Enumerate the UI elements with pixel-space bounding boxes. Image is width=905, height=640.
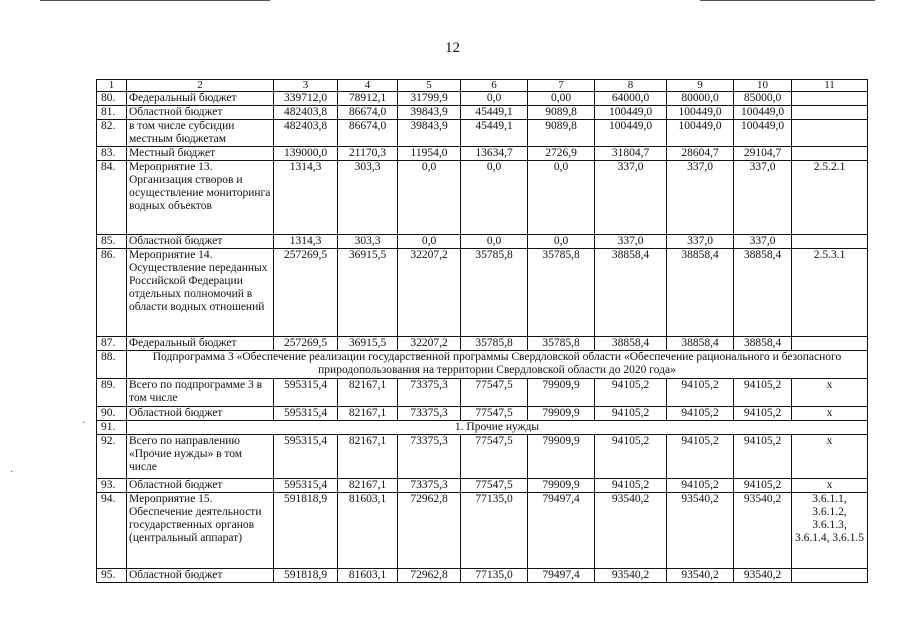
column-number-cell: 10	[734, 80, 792, 92]
value-col-6: 0,0	[461, 161, 528, 235]
value-col-8: 100449,0	[595, 106, 667, 120]
row-number: 92.	[97, 435, 127, 479]
target-indicator-ref	[792, 92, 868, 106]
page-number: 12	[445, 40, 460, 56]
column-number-cell: 9	[667, 80, 734, 92]
value-col-4: 82167,1	[338, 435, 398, 479]
table-row	[97, 106, 868, 120]
table-row	[97, 337, 868, 351]
row-number: 88.	[97, 351, 127, 379]
value-col-5: 73375,3	[398, 479, 461, 493]
value-col-4: 303,3	[338, 235, 398, 249]
value-col-8: 38858,4	[595, 249, 667, 337]
value-col-10: 85000,0	[734, 92, 792, 106]
value-col-5: 73375,3	[398, 407, 461, 421]
target-indicator-ref: х	[792, 407, 868, 421]
column-number-cell: 3	[274, 80, 338, 92]
section-row	[97, 351, 868, 379]
table-row	[97, 147, 868, 161]
value-col-5: 39843,9	[398, 120, 461, 147]
row-label: Местный бюджет	[127, 147, 274, 161]
value-col-6: 0,0	[461, 92, 528, 106]
section-row	[97, 421, 868, 435]
value-col-8: 64000,0	[595, 92, 667, 106]
value-col-4: 78912,1	[338, 92, 398, 106]
value-col-9: 28604,7	[667, 147, 734, 161]
value-col-6: 77135,0	[461, 493, 528, 569]
row-label: Всего по подпрограмме 3 в том числе	[127, 379, 274, 407]
value-col-6: 0,0	[461, 235, 528, 249]
value-col-5: 73375,3	[398, 435, 461, 479]
value-col-7: 35785,8	[528, 337, 595, 351]
value-col-6: 77547,5	[461, 435, 528, 479]
value-col-8: 94105,2	[595, 407, 667, 421]
value-col-6: 13634,7	[461, 147, 528, 161]
row-number: 95.	[97, 569, 127, 583]
table-row	[97, 435, 868, 479]
row-number: 83.	[97, 147, 127, 161]
budget-table	[96, 79, 868, 583]
row-label: Областной бюджет	[127, 235, 274, 249]
value-col-4: 36915,5	[338, 249, 398, 337]
value-col-6: 77547,5	[461, 479, 528, 493]
value-col-3: 591818,9	[274, 493, 338, 569]
value-col-10: 93540,2	[734, 493, 792, 569]
value-col-5: 72962,8	[398, 493, 461, 569]
value-col-9: 94105,2	[667, 479, 734, 493]
value-col-3: 1314,3	[274, 235, 338, 249]
table-row	[97, 493, 868, 569]
value-col-3: 257269,5	[274, 249, 338, 337]
value-col-5: 39843,9	[398, 106, 461, 120]
value-col-6: 77135,0	[461, 569, 528, 583]
value-col-3: 139000,0	[274, 147, 338, 161]
value-col-3: 339712,0	[274, 92, 338, 106]
value-col-5: 11954,0	[398, 147, 461, 161]
value-col-7: 0,00	[528, 92, 595, 106]
value-col-7: 9089,8	[528, 106, 595, 120]
table-row	[97, 120, 868, 147]
value-col-9: 93540,2	[667, 569, 734, 583]
value-col-4: 81603,1	[338, 493, 398, 569]
target-indicator-ref: 2.5.3.1	[792, 249, 868, 337]
value-col-3: 595315,4	[274, 479, 338, 493]
value-col-10: 100449,0	[734, 106, 792, 120]
value-col-4: 81603,1	[338, 569, 398, 583]
value-col-10: 38858,4	[734, 249, 792, 337]
value-col-5: 32207,2	[398, 337, 461, 351]
value-col-9: 337,0	[667, 161, 734, 235]
value-col-9: 38858,4	[667, 249, 734, 337]
value-col-8: 94105,2	[595, 479, 667, 493]
value-col-3: 1314,3	[274, 161, 338, 235]
value-col-7: 79497,4	[528, 569, 595, 583]
value-col-9: 94105,2	[667, 407, 734, 421]
value-col-8: 38858,4	[595, 337, 667, 351]
column-number-cell: 8	[595, 80, 667, 92]
row-number: 86.	[97, 249, 127, 337]
row-label: Мероприятие 15. Обеспечение деятельности государственных органов (центральный аппарат)	[127, 493, 274, 569]
row-label: Мероприятие 13. Организация створов и осуществление мониторинга водных объектов	[127, 161, 274, 235]
row-label: в том числе субсидии местным бюджетам	[127, 120, 274, 147]
column-number-cell: 6	[461, 80, 528, 92]
row-number: 82.	[97, 120, 127, 147]
value-col-9: 337,0	[667, 235, 734, 249]
table-row	[97, 249, 868, 337]
value-col-7: 79909,9	[528, 379, 595, 407]
row-number: 94.	[97, 493, 127, 569]
value-col-10: 29104,7	[734, 147, 792, 161]
value-col-4: 82167,1	[338, 479, 398, 493]
row-number: 84.	[97, 161, 127, 235]
target-indicator-ref	[792, 106, 868, 120]
value-col-4: 303,3	[338, 161, 398, 235]
value-col-10: 94105,2	[734, 435, 792, 479]
value-col-7: 79909,9	[528, 407, 595, 421]
value-col-5: 73375,3	[398, 379, 461, 407]
value-col-10: 337,0	[734, 161, 792, 235]
value-col-7: 79497,4	[528, 493, 595, 569]
value-col-8: 31804,7	[595, 147, 667, 161]
value-col-9: 94105,2	[667, 379, 734, 407]
row-number: 85.	[97, 235, 127, 249]
row-number: 81.	[97, 106, 127, 120]
value-col-10: 94105,2	[734, 379, 792, 407]
section-title: 1. Прочие нужды	[127, 421, 868, 435]
value-col-9: 38858,4	[667, 337, 734, 351]
value-col-8: 337,0	[595, 161, 667, 235]
row-number: 93.	[97, 479, 127, 493]
value-col-10: 94105,2	[734, 479, 792, 493]
value-col-10: 337,0	[734, 235, 792, 249]
value-col-9: 94105,2	[667, 435, 734, 479]
value-col-8: 94105,2	[595, 379, 667, 407]
row-number: 87.	[97, 337, 127, 351]
table-row	[97, 161, 868, 235]
table-body	[97, 80, 868, 583]
value-col-9: 80000,0	[667, 92, 734, 106]
column-number-cell: 2	[127, 80, 274, 92]
column-number-row	[97, 80, 868, 92]
target-indicator-ref	[792, 235, 868, 249]
value-col-4: 86674,0	[338, 106, 398, 120]
row-label: Всего по направлению «Прочие нужды» в том числе	[127, 435, 274, 479]
value-col-5: 31799,9	[398, 92, 461, 106]
value-col-10: 100449,0	[734, 120, 792, 147]
row-number: 90.	[97, 407, 127, 421]
value-col-7: 35785,8	[528, 249, 595, 337]
value-col-4: 36915,5	[338, 337, 398, 351]
value-col-4: 86674,0	[338, 120, 398, 147]
value-col-3: 595315,4	[274, 379, 338, 407]
value-col-4: 82167,1	[338, 379, 398, 407]
value-col-9: 100449,0	[667, 106, 734, 120]
row-label: Федеральный бюджет	[127, 92, 274, 106]
value-col-10: 94105,2	[734, 407, 792, 421]
value-col-5: 72962,8	[398, 569, 461, 583]
row-label: Областной бюджет	[127, 479, 274, 493]
table-row	[97, 407, 868, 421]
table-row	[97, 379, 868, 407]
column-number-cell: 11	[792, 80, 868, 92]
value-col-5: 0,0	[398, 161, 461, 235]
target-indicator-ref: 2.5.2.1	[792, 161, 868, 235]
value-col-3: 591818,9	[274, 569, 338, 583]
value-col-6: 35785,8	[461, 337, 528, 351]
value-col-6: 35785,8	[461, 249, 528, 337]
value-col-7: 79909,9	[528, 435, 595, 479]
value-col-4: 21170,3	[338, 147, 398, 161]
value-col-7: 9089,8	[528, 120, 595, 147]
value-col-8: 94105,2	[595, 435, 667, 479]
margin-mark: ·	[82, 418, 86, 429]
value-col-3: 595315,4	[274, 435, 338, 479]
row-label: Мероприятие 14. Осуществление переданных Российской Федерации отдельных полномочий в области водных отношений	[127, 249, 274, 337]
value-col-8: 100449,0	[595, 120, 667, 147]
target-indicator-ref	[792, 120, 868, 147]
row-number: 80.	[97, 92, 127, 106]
target-indicator-ref	[792, 147, 868, 161]
value-col-7: 79909,9	[528, 479, 595, 493]
value-col-3: 482403,8	[274, 106, 338, 120]
table-row	[97, 235, 868, 249]
column-number-cell: 4	[338, 80, 398, 92]
row-label: Областной бюджет	[127, 407, 274, 421]
column-number-cell: 7	[528, 80, 595, 92]
value-col-6: 45449,1	[461, 120, 528, 147]
value-col-9: 100449,0	[667, 120, 734, 147]
target-indicator-ref: х	[792, 435, 868, 479]
row-label: Областной бюджет	[127, 569, 274, 583]
value-col-7: 0,0	[528, 235, 595, 249]
target-indicator-ref	[792, 337, 868, 351]
value-col-7: 0,0	[528, 161, 595, 235]
value-col-3: 595315,4	[274, 407, 338, 421]
value-col-9: 93540,2	[667, 493, 734, 569]
table-row	[97, 479, 868, 493]
value-col-3: 257269,5	[274, 337, 338, 351]
top-edge-line-left	[40, 0, 270, 1]
value-col-8: 93540,2	[595, 493, 667, 569]
value-col-5: 0,0	[398, 235, 461, 249]
target-indicator-ref: х	[792, 479, 868, 493]
value-col-6: 77547,5	[461, 407, 528, 421]
top-edge-line-right	[700, 0, 875, 1]
row-label: Федеральный бюджет	[127, 337, 274, 351]
value-col-8: 93540,2	[595, 569, 667, 583]
column-number-cell: 5	[398, 80, 461, 92]
value-col-10: 38858,4	[734, 337, 792, 351]
value-col-4: 82167,1	[338, 407, 398, 421]
value-col-3: 482403,8	[274, 120, 338, 147]
section-title: Подпрограмма 3 «Обеспечение реализации государственной программы Свердловской области «Обеспечение рационального и безопасного природопользования на территории Свердловской области до 2020 года»	[127, 351, 868, 379]
row-number: 91.	[97, 421, 127, 435]
target-indicator-ref: 3.6.1.1, 3.6.1.2, 3.6.1.3, 3.6.1.4, 3.6.1.5	[792, 493, 868, 569]
value-col-10: 93540,2	[734, 569, 792, 583]
table-row	[97, 569, 868, 583]
value-col-6: 45449,1	[461, 106, 528, 120]
value-col-7: 2726,9	[528, 147, 595, 161]
margin-mark: ·	[10, 467, 14, 478]
value-col-8: 337,0	[595, 235, 667, 249]
row-label: Областной бюджет	[127, 106, 274, 120]
value-col-5: 32207,2	[398, 249, 461, 337]
row-number: 89.	[97, 379, 127, 407]
value-col-6: 77547,5	[461, 379, 528, 407]
table-row	[97, 92, 868, 106]
target-indicator-ref	[792, 569, 868, 583]
target-indicator-ref: х	[792, 379, 868, 407]
column-number-cell: 1	[97, 80, 127, 92]
